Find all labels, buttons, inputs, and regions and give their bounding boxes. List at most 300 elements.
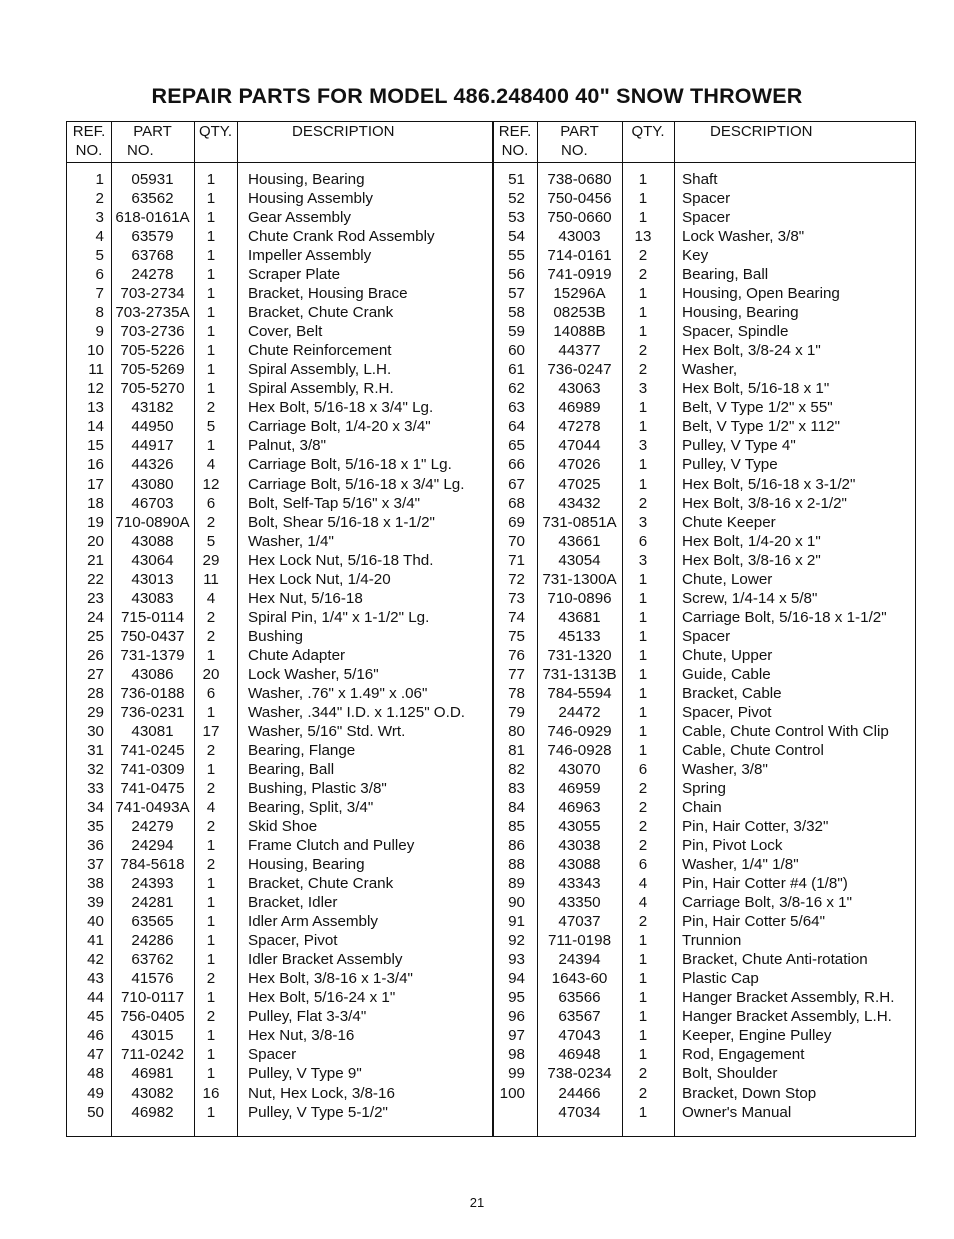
quantity: 6	[206, 494, 216, 512]
table-row	[67, 1026, 493, 1045]
description: Spacer	[682, 627, 731, 645]
ref-number: 37	[87, 856, 104, 874]
description: Keeper, Engine Pulley	[682, 1027, 832, 1045]
description: Spacer, Spindle	[682, 323, 789, 341]
ref-number: 90	[508, 894, 525, 912]
description: Bracket, Cable	[682, 684, 782, 702]
part-number: 43054	[558, 551, 601, 569]
ref-number: 34	[87, 799, 104, 817]
description: Bracket, Chute Crank	[248, 304, 394, 322]
quantity: 1	[206, 209, 216, 227]
quantity: 6	[206, 684, 216, 702]
part-number: 63768	[131, 247, 174, 265]
part-number: 44326	[131, 456, 174, 474]
description: Hex Bolt, 5/16-18 x 1"	[682, 380, 830, 398]
ref-number: 35	[87, 818, 104, 836]
table-row	[493, 436, 919, 455]
table-row	[67, 341, 493, 360]
part-number: 24281	[131, 894, 174, 912]
quantity: 1	[206, 304, 216, 322]
quantity: 1	[206, 437, 216, 455]
ref-number: 20	[87, 532, 104, 550]
ref-number: 82	[508, 760, 525, 778]
part-number: 731-1300A	[542, 570, 617, 588]
part-number: 43088	[131, 532, 174, 550]
part-number: 46981	[131, 1065, 174, 1083]
table-row	[67, 703, 493, 722]
ref-number: 19	[87, 513, 104, 531]
table-row	[493, 341, 919, 360]
quantity: 1	[638, 722, 648, 740]
quantity: 1	[638, 171, 648, 188]
part-number: 43661	[558, 532, 601, 550]
part-number: 750-0660	[547, 209, 612, 227]
page-number: 21	[469, 1195, 485, 1210]
table-row	[67, 246, 493, 265]
table-row	[67, 817, 493, 836]
quantity: 2	[206, 856, 216, 874]
quantity: 1	[638, 970, 648, 988]
ref-number: 41	[87, 932, 104, 950]
part-number: 738-0680	[547, 171, 612, 188]
part-number: 63562	[131, 190, 174, 208]
quantity: 1	[638, 703, 648, 721]
part-number: 741-0309	[120, 760, 185, 778]
table-row	[67, 436, 493, 455]
quantity: 1	[206, 342, 216, 360]
part-number: 741-0245	[120, 741, 185, 759]
part-number: 63567	[558, 1008, 601, 1026]
ref-number: 50	[87, 1103, 104, 1121]
description: Pin, Pivot Lock	[682, 837, 783, 855]
description: Skid Shoe	[248, 818, 318, 836]
ref-number: 65	[508, 437, 525, 455]
description: Owner's Manual	[682, 1103, 792, 1121]
description: Pulley, Flat 3-3/4"	[248, 1008, 367, 1026]
part-number: 24278	[131, 266, 174, 284]
part-number: 714-0161	[547, 247, 612, 265]
part-number: 43003	[558, 228, 601, 246]
ref-number: 78	[508, 684, 525, 702]
ref-number: 76	[508, 646, 525, 664]
description: Chute Adapter	[248, 646, 346, 664]
description: Chute Crank Rod Assembly	[248, 228, 435, 246]
ref-number: 21	[87, 551, 104, 569]
part-number: 43182	[131, 399, 174, 417]
quantity: 2	[638, 266, 648, 284]
quantity: 1	[206, 932, 216, 950]
table-row	[493, 417, 919, 436]
header-description	[237, 122, 492, 162]
ref-number: 97	[508, 1027, 525, 1045]
part-number: 44377	[558, 342, 601, 360]
quantity: 1	[638, 456, 648, 474]
part-number: 43086	[131, 665, 174, 683]
quantity: 2	[638, 837, 648, 855]
ref-number: 70	[508, 532, 525, 550]
ref-number: 80	[508, 722, 525, 740]
quantity: 2	[638, 1065, 648, 1083]
quantity: 1	[638, 209, 648, 227]
table-row	[493, 741, 919, 760]
description: Hex Bolt, 3/8-24 x 1"	[682, 342, 821, 360]
part-number: 47025	[558, 475, 601, 493]
quantity: 1	[638, 684, 648, 702]
table-row	[67, 170, 493, 189]
part-number: 736-0188	[120, 684, 185, 702]
description: Washer, .76" x 1.49" x .06"	[248, 684, 428, 702]
part-number: 618-0161A	[115, 209, 190, 227]
ref-number: 47	[87, 1046, 104, 1064]
description: Spacer	[248, 1046, 297, 1064]
table-row	[493, 855, 919, 874]
description: Hex Bolt, 3/8-16 x 1-3/4"	[248, 970, 413, 988]
ref-number: 33	[87, 780, 104, 797]
part-number: 711-0198	[547, 932, 612, 950]
description: Bracket, Housing Brace	[248, 285, 408, 303]
ref-number: 42	[87, 951, 104, 969]
part-number: 1643-60	[551, 970, 608, 988]
part-number: 705-5226	[120, 342, 185, 360]
part-number: 24472	[558, 703, 601, 721]
part-number: 710-0890A	[115, 513, 190, 531]
description: Rod, Engagement	[682, 1046, 805, 1064]
part-number: 43082	[131, 1084, 174, 1102]
quantity: 4	[206, 589, 216, 607]
table-row	[493, 322, 919, 341]
ref-number: 92	[508, 932, 525, 950]
ref-number: 77	[508, 665, 525, 683]
description: Bracket, Chute Crank	[248, 875, 394, 893]
description: Idler Bracket Assembly	[248, 951, 403, 969]
description: Housing, Open Bearing	[682, 285, 840, 303]
part-number: 746-0929	[547, 722, 612, 740]
table-row	[493, 912, 919, 931]
ref-number: 55	[508, 247, 525, 265]
ref-number: 48	[87, 1065, 104, 1083]
description: Carriage Bolt, 5/16-18 x 1-1/2"	[682, 608, 887, 626]
quantity: 1	[638, 989, 648, 1007]
header-ref	[493, 122, 537, 162]
table-row	[67, 1103, 493, 1122]
table-row	[493, 360, 919, 379]
description: Spiral Pin, 1/4" x 1-1/2" Lg.	[248, 608, 430, 626]
quantity: 1	[638, 285, 648, 303]
description: Hex Lock Nut, 1/4-20	[248, 570, 391, 588]
header-description-label: DESCRIPTION	[710, 123, 813, 140]
ref-number: 98	[508, 1046, 525, 1064]
quantity: 1	[206, 1103, 216, 1121]
quantity: 5	[206, 418, 216, 436]
header-qty	[622, 122, 674, 162]
ref-number: 74	[508, 608, 525, 626]
ref-number: 30	[87, 722, 104, 740]
table-row	[67, 494, 493, 513]
ref-number: 36	[87, 837, 104, 855]
quantity: 1	[638, 1046, 648, 1064]
part-number: 43015	[131, 1027, 174, 1045]
table-row	[67, 1007, 493, 1026]
ref-number: 2	[95, 190, 104, 208]
ref-number: 4	[95, 228, 104, 246]
table-row	[67, 1045, 493, 1064]
description: Scraper Plate	[248, 266, 341, 284]
description: Bushing	[248, 627, 303, 645]
table-row	[493, 988, 919, 1007]
description: Plastic Cap	[682, 970, 759, 988]
quantity: 6	[638, 760, 648, 778]
quantity: 2	[206, 970, 216, 988]
table-row	[493, 1026, 919, 1045]
part-number: 24286	[131, 932, 174, 950]
description: Washer, .344" I.D. x 1.125" O.D.	[248, 703, 466, 721]
quantity: 4	[638, 894, 648, 912]
part-number: 731-1313B	[542, 665, 617, 683]
quantity: 1	[206, 1046, 216, 1064]
quantity: 1	[206, 285, 216, 303]
quantity: 1	[206, 646, 216, 664]
right-rows	[493, 170, 919, 1122]
description: Belt, V Type 1/2" x 55"	[682, 399, 833, 417]
ref-number: 6	[95, 266, 104, 284]
part-number: 24294	[131, 837, 174, 855]
part-number: 43343	[558, 875, 601, 893]
quantity: 1	[206, 361, 216, 379]
part-number: 784-5618	[120, 856, 185, 874]
ref-number: 53	[508, 209, 525, 227]
ref-number: 44	[87, 989, 104, 1007]
part-number: 43083	[131, 589, 174, 607]
table-row	[67, 893, 493, 912]
ref-number: 66	[508, 456, 525, 474]
table-row	[493, 589, 919, 608]
description: Nut, Hex Lock, 3/8-16	[248, 1084, 395, 1102]
description: Cable, Chute Control	[682, 741, 824, 759]
ref-number: 29	[87, 703, 104, 721]
ref-number: 95	[508, 989, 525, 1007]
quantity: 1	[638, 323, 648, 341]
table-row	[67, 836, 493, 855]
part-number: 705-5269	[120, 361, 185, 379]
part-number: 43088	[558, 856, 601, 874]
part-number: 43013	[131, 570, 174, 588]
part-number: 63566	[558, 989, 601, 1007]
description: Belt, V Type 1/2" x 112"	[682, 418, 840, 436]
quantity: 2	[206, 1008, 216, 1026]
ref-number: 94	[508, 970, 525, 988]
part-number: 710-0896	[547, 589, 612, 607]
description: Bolt, Shoulder	[682, 1065, 778, 1083]
description: Spring	[682, 780, 726, 797]
header-qty-label: QTY.	[631, 123, 665, 140]
ref-number: 91	[508, 913, 525, 931]
quantity: 1	[638, 589, 648, 607]
quantity: 2	[206, 627, 216, 645]
part-number: 703-2735A	[115, 304, 190, 322]
table-row	[493, 551, 919, 570]
part-number: 46989	[558, 399, 601, 417]
table-row	[67, 513, 493, 532]
part-number: 43038	[558, 837, 601, 855]
ref-number: 100	[499, 1084, 525, 1102]
quantity: 11	[203, 570, 219, 588]
part-number: 47278	[558, 418, 601, 436]
table-row	[67, 551, 493, 570]
ref-number: 31	[87, 741, 104, 759]
description: Washer, 5/16" Std. Wrt.	[248, 722, 406, 740]
part-number: 43350	[558, 894, 601, 912]
description: Chute Reinforcement	[248, 342, 392, 360]
quantity: 1	[638, 608, 648, 626]
description: Carriage Bolt, 5/16-18 x 1" Lg.	[248, 456, 452, 474]
table-row	[67, 303, 493, 322]
ref-number: 10	[87, 342, 104, 360]
table-row	[493, 398, 919, 417]
ref-number: 63	[508, 399, 525, 417]
quantity: 4	[206, 799, 216, 817]
part-number: 750-0437	[120, 627, 185, 645]
ref-number: 45	[87, 1008, 104, 1026]
quantity: 12	[202, 475, 220, 493]
quantity: 1	[638, 1027, 648, 1045]
left-rows	[67, 170, 493, 1122]
table-row	[493, 455, 919, 474]
table-row	[67, 969, 493, 988]
header-ref-line1: REF.	[72, 123, 106, 140]
ref-number: 16	[87, 456, 104, 474]
ref-number: 3	[95, 209, 104, 227]
quantity: 1	[206, 1065, 216, 1083]
description: Pulley, V Type	[682, 456, 778, 474]
quantity: 1	[206, 894, 216, 912]
description: Washer, 1/4"	[248, 532, 334, 550]
part-number: 14088B	[553, 323, 606, 341]
header-part	[537, 122, 622, 162]
ref-number: 11	[88, 361, 104, 379]
quantity: 1	[206, 760, 216, 778]
table-row	[67, 532, 493, 551]
description: Housing, Bearing	[248, 856, 365, 874]
part-number: 43064	[131, 551, 174, 569]
description: Lock Washer, 3/8"	[682, 228, 805, 246]
quantity: 20	[202, 665, 220, 683]
quantity: 1	[638, 570, 648, 588]
quantity: 2	[206, 780, 216, 797]
table-row	[67, 570, 493, 589]
description: Hex Bolt, 3/8-16 x 2-1/2"	[682, 494, 847, 512]
description: Hex Bolt, 5/16-18 x 3-1/2"	[682, 475, 856, 493]
description: Washer, 1/4" 1/8"	[682, 856, 799, 874]
table-row	[67, 931, 493, 950]
quantity: 6	[638, 856, 648, 874]
part-number: 741-0475	[120, 780, 185, 797]
quantity: 4	[206, 456, 216, 474]
ref-number: 83	[508, 780, 525, 797]
description: Carriage Bolt, 5/16-18 x 3/4" Lg.	[248, 475, 465, 493]
ref-number: 52	[508, 190, 525, 208]
description: Spacer	[682, 209, 731, 227]
description: Guide, Cable	[682, 665, 771, 683]
quantity: 1	[638, 932, 648, 950]
description: Chute, Upper	[682, 646, 773, 664]
description: Bearing, Split, 3/4"	[248, 799, 374, 817]
page-title: REPAIR PARTS FOR MODEL 486.248400 40" SNOW THROWER	[151, 84, 803, 108]
quantity: 1	[206, 171, 216, 188]
table-row	[493, 684, 919, 703]
quantity: 1	[206, 837, 216, 855]
quantity: 1	[638, 646, 648, 664]
table-row	[67, 475, 493, 494]
description: Spiral Assembly, L.H.	[248, 361, 392, 379]
quantity: 3	[638, 513, 648, 531]
table-row	[67, 1084, 493, 1103]
quantity: 1	[638, 304, 648, 322]
ref-number: 13	[87, 399, 104, 417]
quantity: 1	[206, 951, 216, 969]
quantity: 1	[638, 741, 648, 759]
part-number: 44950	[131, 418, 174, 436]
table-row	[493, 227, 919, 246]
description: Bearing, Ball	[248, 760, 335, 778]
table-row	[493, 570, 919, 589]
table-row	[493, 513, 919, 532]
ref-number: 12	[87, 380, 104, 398]
table-row	[67, 265, 493, 284]
quantity: 1	[206, 703, 216, 721]
ref-number: 38	[87, 875, 104, 893]
ref-number: 27	[87, 665, 104, 683]
description: Spacer, Pivot	[248, 932, 338, 950]
header-part-line2: NO.	[127, 142, 154, 159]
ref-number: 85	[508, 818, 525, 836]
table-row	[67, 398, 493, 417]
quantity: 2	[638, 1084, 648, 1102]
ref-number: 43	[87, 970, 104, 988]
part-number: 705-5270	[120, 380, 185, 398]
table-row	[493, 1103, 919, 1122]
quantity: 1	[638, 1103, 648, 1121]
quantity: 1	[638, 475, 648, 493]
ref-number: 79	[508, 703, 525, 721]
description: Hex Bolt, 1/4-20 x 1"	[682, 532, 821, 550]
ref-number: 88	[508, 856, 525, 874]
header-part	[111, 122, 194, 162]
ref-number: 51	[508, 171, 525, 188]
part-number: 703-2734	[120, 285, 185, 303]
table-row	[67, 646, 493, 665]
header-ref-line2: NO.	[75, 142, 103, 159]
table-row	[67, 798, 493, 817]
description: Pin, Hair Cotter, 3/32"	[682, 818, 829, 836]
table-row	[493, 703, 919, 722]
part-number: 736-0231	[120, 703, 185, 721]
header-ref-line1: REF.	[498, 123, 532, 140]
part-number: 43070	[558, 760, 601, 778]
description: Spacer	[682, 190, 731, 208]
quantity: 1	[638, 1008, 648, 1026]
part-number: 63565	[131, 913, 174, 931]
table-row	[67, 208, 493, 227]
quantity: 1	[206, 380, 216, 398]
part-number: 47026	[558, 456, 601, 474]
quantity: 1	[638, 951, 648, 969]
ref-number: 56	[508, 266, 525, 284]
quantity: 1	[206, 247, 216, 265]
part-number: 741-0919	[547, 266, 612, 284]
ref-number: 58	[508, 304, 525, 322]
part-number: 44917	[131, 437, 174, 455]
quantity: 1	[206, 989, 216, 1007]
